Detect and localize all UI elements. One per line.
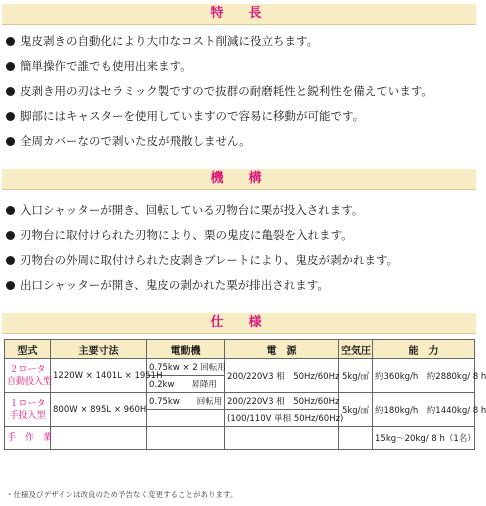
features-heading: 特 長 xyxy=(2,4,476,25)
model-2rotor: ２ロータ 自動投入型 xyxy=(5,359,51,393)
table-row xyxy=(5,359,475,376)
features-list xyxy=(6,34,476,149)
header-motor: 電動機 xyxy=(147,340,225,359)
motor-cell-empty xyxy=(147,410,225,427)
spec-header-row xyxy=(5,340,475,359)
dims-cell: 1220W × 1401L × 1951H xyxy=(51,359,147,393)
spec-heading: 仕 様 xyxy=(2,313,476,334)
motor-cell-empty xyxy=(147,427,225,450)
spec-table xyxy=(4,339,486,450)
model-manual: 手 作 業 xyxy=(5,427,51,450)
power-cell: (100/110V 単相 50Hz/60Hz) xyxy=(225,410,339,427)
list-item: 刃物台に取付けられた刃物により、栗の鬼皮に亀裂を入れます。 xyxy=(6,228,476,243)
mechanism-list xyxy=(6,203,476,293)
air-cell-empty xyxy=(339,427,373,450)
list-item: 全周カバーなので剥いた皮が飛散しません。 xyxy=(6,134,476,149)
list-item: 刃物台の外周に取付けられた皮剥きプレートにより、鬼皮が剥かれます。 xyxy=(6,253,476,268)
air-cell: 5kg/㎠ xyxy=(339,359,373,393)
list-item: 鬼皮剥きの自動化により大巾なコスト削減に役立ちます。 xyxy=(6,34,476,49)
motor-cell: 0.75kw × 2 回転用 xyxy=(147,359,225,376)
header-power: 電 源 xyxy=(225,340,339,359)
table-row xyxy=(5,393,475,410)
mechanism-heading: 機 構 xyxy=(2,169,476,190)
dims-cell: 800W × 895L × 960H xyxy=(51,393,147,427)
header-type: 型式 xyxy=(5,340,51,359)
header-capacity: 能 力 xyxy=(373,340,475,359)
power-cell: 200/220V3 相 50Hz/60Hz xyxy=(225,359,339,393)
power-cell: 200/220V3 相 50Hz/60Hz xyxy=(225,393,339,410)
motor-cell: 0.75kw 回転用 xyxy=(147,393,225,410)
dims-cell-empty xyxy=(51,427,147,450)
footnote: ・仕様及びデザインは改良のため予告なく変更することがあります。 xyxy=(6,490,238,499)
header-dims: 主要寸法 xyxy=(51,340,147,359)
list-item: 皮剥き用の刃はセラミック製ですので抜群の耐磨耗性と鋭利性を備えています。 xyxy=(6,84,476,99)
list-item: 脚部にはキャスターを使用していますので容易に移動が可能です。 xyxy=(6,109,476,124)
list-item: 簡単操作で誰でも使用出来ます。 xyxy=(6,59,476,74)
air-cell: 5kg/㎠ xyxy=(339,393,373,427)
capacity-cell: 約180kg/h 約1440kg/ 8 h xyxy=(373,393,475,427)
capacity-cell: 15kg～20kg/ 8 h（1名） xyxy=(373,427,475,450)
list-item: 出口シャッターが開き、鬼皮の剥かれた栗が排出されます。 xyxy=(6,278,476,293)
list-item: 入口シャッターが開き、回転している刃物台に栗が投入されます。 xyxy=(6,203,476,218)
capacity-cell: 約360kg/h 約2880kg/ 8 h xyxy=(373,359,475,393)
motor-cell: 0.2kw 昇降用 xyxy=(147,376,225,393)
power-cell-empty xyxy=(225,427,339,450)
header-air: 空気圧 xyxy=(339,340,373,359)
model-1rotor: １ロータ 手投入型 xyxy=(5,393,51,427)
